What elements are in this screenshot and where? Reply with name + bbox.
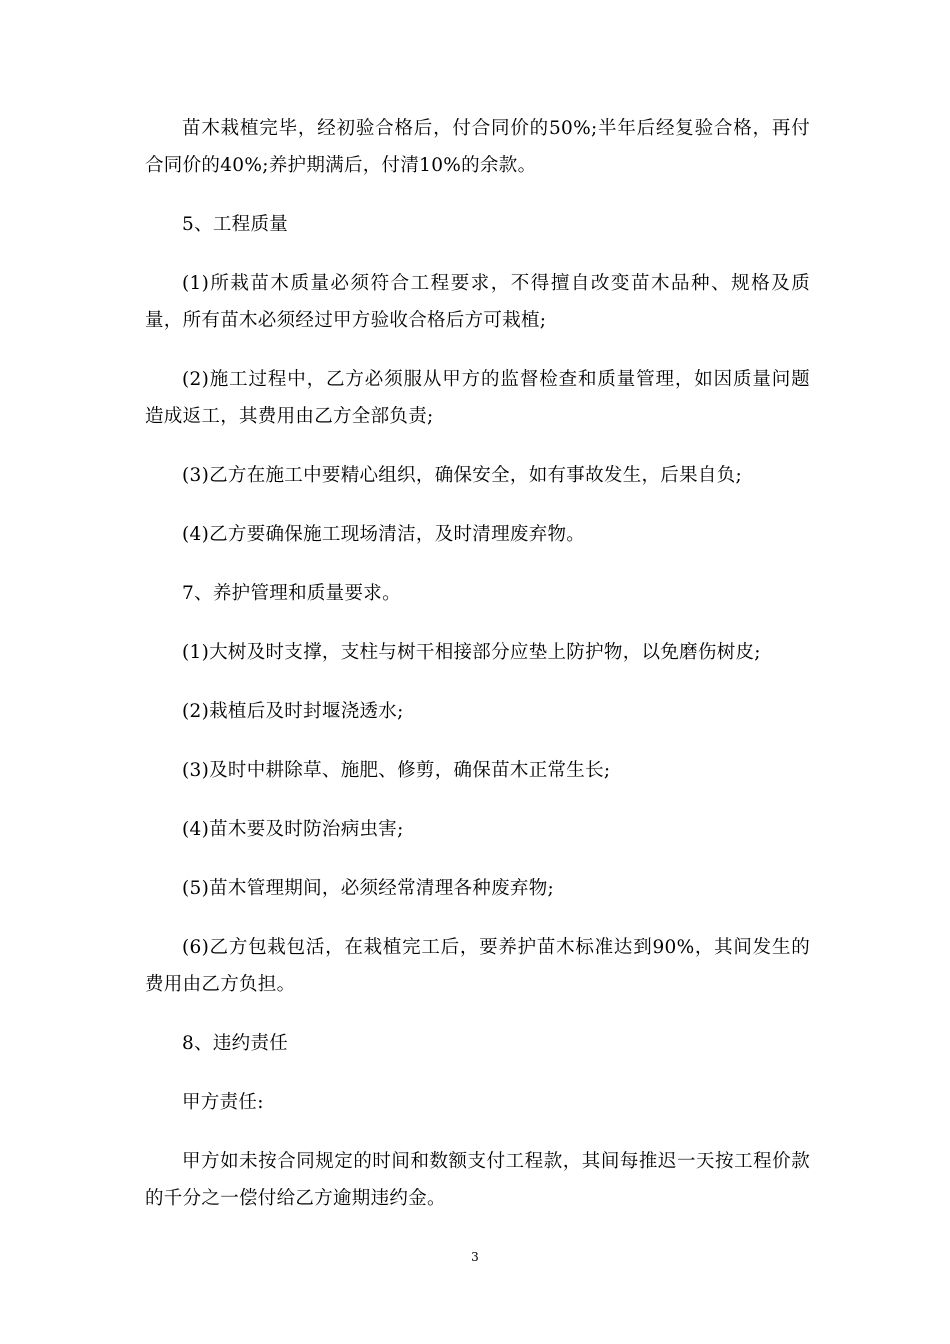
page-number: 3 [471,1250,479,1264]
document-body [145,110,810,1239]
paragraph-maintenance-6: (6)乙方包栽包活，在栽植完工后，要养护苗木标准达到90%，其间发生的费用由乙方负担。 [145,937,810,995]
paragraph-maintenance-5: (5)苗木管理期间，必须经常清理各种废弃物; [182,878,555,899]
paragraph-payment-terms: 苗木栽植完毕，经初验合格后，付合同价的50%;半年后经复验合格，再付合同价的40%;养护期满后，付清10%的余款。 [145,118,810,176]
paragraph-quality-1: (1)所栽苗木质量必须符合工程要求，不得擅自改变苗木品种、规格及质量，所有苗木必须经过甲方验收合格后方可栽植; [145,273,810,331]
paragraph-maintenance-3: (3)及时中耕除草、施肥、修剪，确保苗木正常生长; [182,760,611,781]
paragraph-maintenance-1: (1)大树及时支撑，支柱与树干相接部分应垫上防护物，以免磨伤树皮; [182,642,761,663]
heading-liability: 8、违约责任 [182,1033,289,1054]
heading-maintenance: 7、养护管理和质量要求。 [182,583,401,604]
paragraph-maintenance-4: (4)苗木要及时防治病虫害; [182,819,404,840]
paragraph-quality-4: (4)乙方要确保施工现场清洁，及时清理废弃物。 [182,524,586,545]
paragraph-quality-2: (2)施工过程中，乙方必须服从甲方的监督检查和质量管理，如因质量问题造成返工，其费用由乙方全部负责; [145,369,810,427]
paragraph-party-a-liability: 甲方如未按合同规定的时间和数额支付工程款，其间每推迟一天按工程价款的千分之一偿付给乙方逾期违约金。 [145,1151,810,1209]
heading-engineering-quality: 5、工程质量 [182,214,289,235]
subheading-party-a-liability: 甲方责任: [182,1092,264,1113]
paragraph-quality-3: (3)乙方在施工中要精心组织，确保安全，如有事故发生，后果自负; [182,465,743,486]
paragraph-maintenance-2: (2)栽植后及时封堰浇透水; [182,701,404,722]
